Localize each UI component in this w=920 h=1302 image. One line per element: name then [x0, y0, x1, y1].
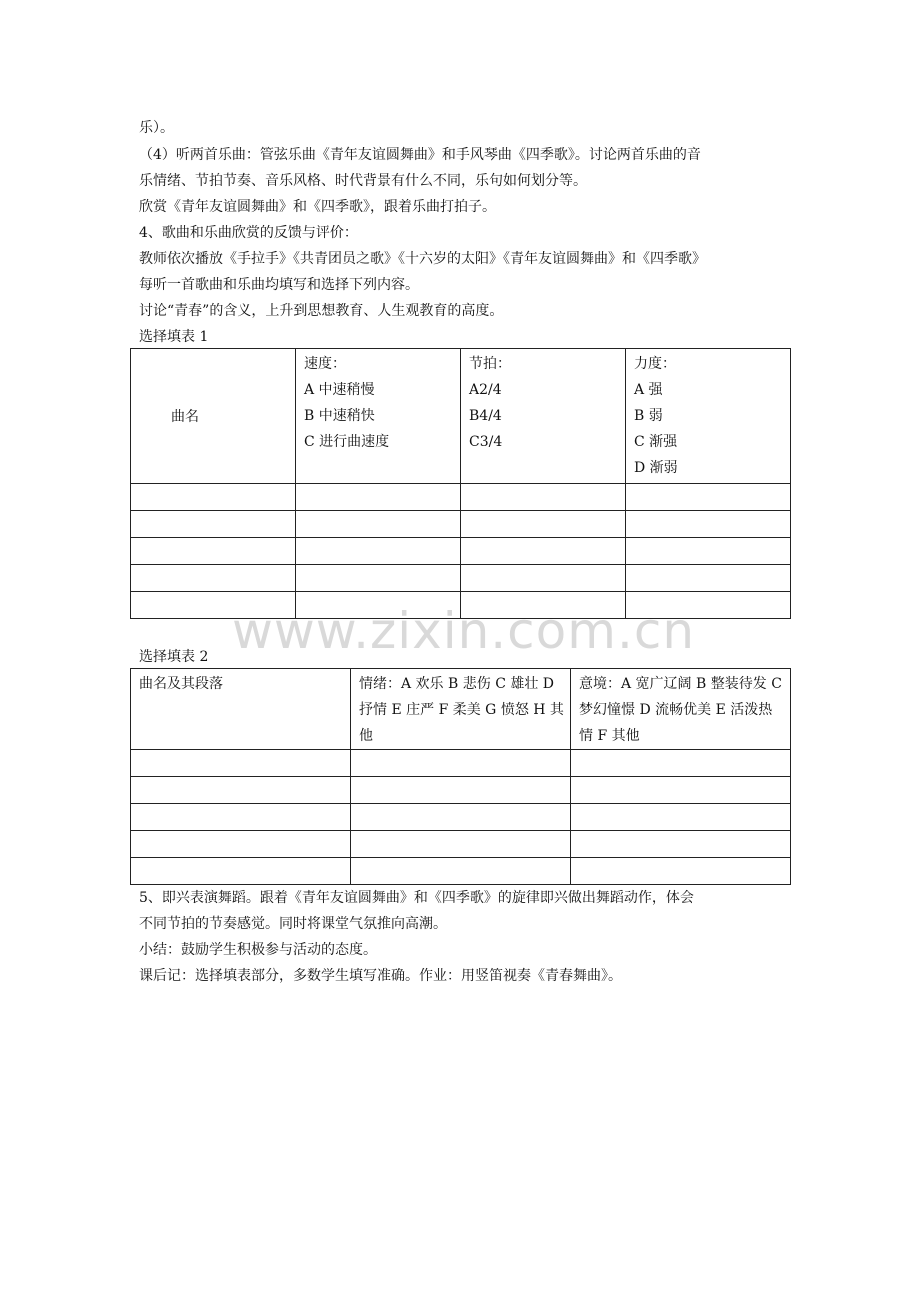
speed-option-a: A 中速稍慢 [304, 382, 375, 398]
beat-title: 节拍： [469, 356, 511, 372]
table-cell[interactable] [461, 565, 626, 592]
table-row [131, 538, 791, 565]
closing-paragraph-3: 小结：鼓励学生积极参与活动的态度。 [139, 942, 377, 958]
force-option-d: D 渐弱 [634, 460, 678, 476]
closing-paragraph-4: 课后记：选择填表部分，多数学生填写准确。作业：用竖笛视奏《青春舞曲》。 [139, 968, 622, 984]
table-cell[interactable] [351, 831, 571, 858]
table-cell[interactable] [131, 484, 296, 511]
table-cell[interactable] [296, 511, 461, 538]
table2-name-header: 曲名及其段落 [131, 669, 351, 750]
table-cell[interactable] [571, 858, 791, 885]
closing-paragraph-1: 5、即兴表演舞蹈。跟着《青年友谊圆舞曲》和《四季歌》的旋律即兴做出舞蹈动作，体会 [139, 890, 694, 906]
selection-table-1 [130, 348, 791, 619]
table2-mood-header: 情绪：A 欢乐 B 悲伤 C 雄壮 D 抒情 E 庄严 F 柔美 G 愤怒 H 其他 [351, 669, 571, 750]
paragraph-5: 4、歌曲和乐曲欣赏的反馈与评价： [139, 225, 358, 241]
force-option-c: C 渐强 [634, 434, 678, 450]
table-cell[interactable] [296, 592, 461, 619]
table-cell[interactable] [131, 750, 351, 777]
table1-caption: 选择填表 1 [139, 329, 209, 345]
speed-option-c: C 进行曲速度 [304, 434, 390, 450]
beat-option-a: A2/4 [469, 382, 502, 398]
table-cell[interactable] [296, 484, 461, 511]
table-cell[interactable] [571, 777, 791, 804]
beat-option-b: B4/4 [469, 408, 502, 424]
table-cell[interactable] [296, 538, 461, 565]
table-cell[interactable] [626, 484, 791, 511]
table-cell[interactable] [351, 750, 571, 777]
table-cell[interactable] [626, 592, 791, 619]
table-cell[interactable] [131, 565, 296, 592]
speed-option-b: B 中速稍快 [304, 408, 375, 424]
table-cell[interactable] [461, 511, 626, 538]
table-cell[interactable] [571, 804, 791, 831]
paragraph-1: 乐）。 [139, 120, 174, 136]
table-cell[interactable] [351, 804, 571, 831]
paragraph-4: 欣赏《青年友谊圆舞曲》和《四季歌》，跟着乐曲打拍子。 [139, 199, 496, 215]
table-row [131, 777, 791, 804]
beat-option-c: C3/4 [469, 434, 503, 450]
table2-scene-header: 意境：A 宽广辽阔 B 整装待发 C 梦幻憧憬 D 流畅优美 E 活泼热情 F 其他 [571, 669, 791, 750]
table-cell[interactable] [461, 592, 626, 619]
table-cell[interactable] [351, 777, 571, 804]
table1-beat-header [461, 349, 626, 484]
table-cell[interactable] [131, 777, 351, 804]
paragraph-6: 教师依次播放《手拉手》《共青团员之歌》《十六岁的太阳》《青年友谊圆舞曲》和《四季歌》 [139, 251, 706, 267]
table-cell[interactable] [626, 511, 791, 538]
table-row [131, 592, 791, 619]
table-cell[interactable] [131, 858, 351, 885]
table1-header-row [131, 349, 791, 484]
table-cell[interactable] [131, 831, 351, 858]
table-cell[interactable] [571, 750, 791, 777]
table-cell[interactable] [296, 565, 461, 592]
table-row [131, 484, 791, 511]
table-cell[interactable] [626, 538, 791, 565]
table-row [131, 511, 791, 538]
paragraph-7: 每听一首歌曲和乐曲均填写和选择下列内容。 [139, 277, 419, 293]
table-cell[interactable] [571, 831, 791, 858]
table-cell[interactable] [131, 804, 351, 831]
paragraph-3: 乐情绪、节拍节奏、音乐风格、时代背景有什么不同，乐句如何划分等。 [139, 173, 587, 189]
table-row [131, 858, 791, 885]
watermark: www.zixin.com.cn [232, 602, 696, 660]
table1-name-header: 曲名 [131, 349, 296, 484]
table-cell[interactable] [131, 592, 296, 619]
table-cell[interactable] [461, 538, 626, 565]
paragraph-2: （4）听两首乐曲：管弦乐曲《青年友谊圆舞曲》和手风琴曲《四季歌》。讨论两首乐曲的音 [139, 147, 701, 163]
selection-table-2 [130, 668, 791, 885]
force-title: 力度： [634, 356, 676, 372]
table-row [131, 750, 791, 777]
table1-force-header [626, 349, 791, 484]
table-cell[interactable] [461, 484, 626, 511]
table-cell[interactable] [626, 565, 791, 592]
table2-header-row [131, 669, 791, 750]
closing-paragraph-2: 不同节拍的节奏感觉。同时将课堂气氛推向高潮。 [139, 916, 447, 932]
table2-caption: 选择填表 2 [139, 649, 209, 665]
force-option-b: B 弱 [634, 408, 663, 424]
speed-title: 速度： [304, 356, 346, 372]
table-cell[interactable] [131, 538, 296, 565]
table1-speed-header [296, 349, 461, 484]
table-row [131, 565, 791, 592]
force-option-a: A 强 [634, 382, 663, 398]
table-cell[interactable] [351, 858, 571, 885]
paragraph-8: 讨论“青春”的含义，上升到思想教育、人生观教育的高度。 [139, 303, 504, 319]
table-cell[interactable] [131, 511, 296, 538]
table-row [131, 804, 791, 831]
table-row [131, 831, 791, 858]
